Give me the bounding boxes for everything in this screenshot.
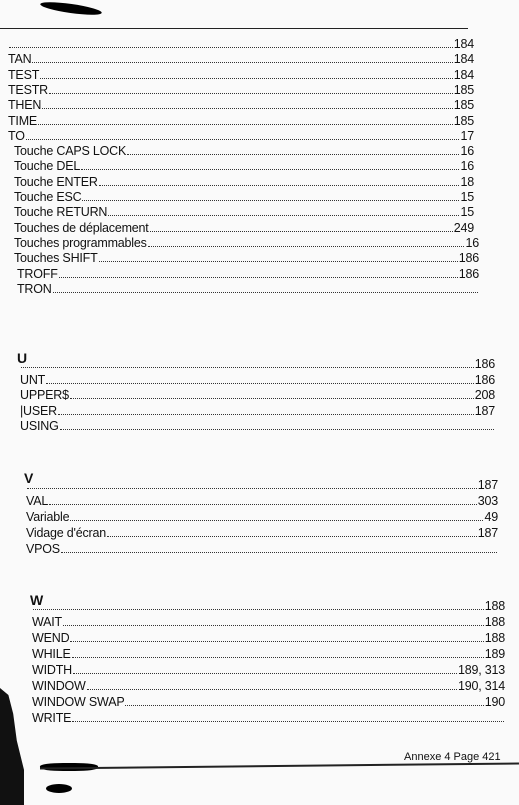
page-number: 184 [453,37,474,51]
page-number: 15 [460,190,474,204]
page-number: 16 [465,235,479,250]
index-entry [14,235,479,251]
dot-leader [46,383,474,384]
index-entry [20,372,495,388]
index-term: WHILE [32,647,71,661]
page-number: 187 [477,478,498,492]
dot-leader [33,609,484,610]
index-entry [32,694,505,710]
page-number: 184 [453,52,474,67]
section-heading: U [17,350,28,366]
index-entry [20,356,495,372]
page-number: 188 [484,631,505,645]
dot-leader [72,657,484,658]
index-term: Variable [26,510,70,524]
index-entry [17,281,479,297]
index-term: WAIT [32,615,62,629]
index-entry [26,493,498,509]
index-entry [20,387,495,403]
page-number: 189, 313 [457,663,505,677]
page-number: 187 [474,403,495,418]
index-entry [17,266,479,282]
index-entry [14,158,474,174]
index-term: TO [8,128,25,143]
index-term: TROFF [17,266,58,281]
page-number: 188 [484,615,505,629]
index-term: Touches de déplacement [14,220,149,235]
dot-leader [27,488,477,489]
dot-leader [42,108,453,109]
index-entry [32,662,505,678]
index-term: WRITE [32,711,72,725]
page-number: 17 [460,128,474,143]
page-number: 18 [460,174,474,189]
index-term: TESTR [8,82,48,97]
page-number: 208 [474,388,495,402]
index-term: Touche RETURN [14,205,108,220]
dot-leader [9,47,453,48]
index-term: TRON [17,281,52,296]
index-entry [8,97,474,113]
dot-leader [40,78,453,79]
page-number: 190 [484,695,505,709]
index-entry [8,113,474,129]
dot-leader [63,625,484,626]
index-term: THEN [8,98,42,113]
index-entry [20,418,495,434]
index-term: Touches programmables [14,235,147,250]
index-term: TEST [8,67,40,82]
dot-leader [61,552,497,553]
page-number: 185 [453,82,474,97]
page-number: 186 [474,357,495,371]
index-term: VPOS [26,542,60,556]
index-term: Touche DEL [14,159,81,174]
index-entry [32,614,505,630]
dot-leader [150,231,453,232]
index-term: Vidage d'écran [26,526,106,540]
index-term: TIME [8,113,38,128]
index-entry [26,477,498,493]
scan-edge-shadow [0,688,24,805]
index-term: |USER [20,403,57,418]
index-term: Touche ENTER [14,174,98,189]
index-entry [14,174,474,190]
dot-leader [70,398,474,399]
index-term: WINDOW [32,679,86,693]
index-term: UNT [20,372,46,387]
index-entry [14,204,474,220]
index-entry [8,128,474,144]
dot-leader [99,261,458,262]
index-entry [14,250,479,266]
top-rule [0,28,468,29]
page-number: 189 [484,647,505,661]
page-number: 249 [453,220,474,235]
page-number: 186 [458,266,479,281]
dot-leader [73,673,457,674]
page-number: 187 [477,526,498,540]
index-term: USING [20,419,59,433]
page-number: 16 [460,144,474,159]
dot-leader [72,721,504,722]
index-entry [8,51,474,67]
index-term: TAN [8,52,32,67]
index-entry [32,678,505,694]
index-entry [8,36,474,52]
index-entry [14,189,474,205]
index-term: WIDTH [32,663,72,677]
section-heading: W [30,592,44,608]
index-entry [26,541,498,557]
dot-leader [125,705,483,706]
dot-leader [60,429,494,430]
index-term: WINDOW SWAP [32,695,125,709]
index-term: Touche ESC [14,190,82,204]
page-number: 188 [484,599,505,613]
index-term: Touche CAPS LOCK [14,144,127,159]
index-entry [8,67,474,83]
page-number: 190, 314 [457,679,505,693]
index-entry [20,403,495,419]
dot-leader [108,215,459,216]
scan-blot [40,0,103,17]
dot-leader [107,536,477,537]
page-number: 186 [458,251,479,266]
page-number: 303 [477,494,498,508]
dot-leader [26,139,460,140]
scan-blot [46,784,72,793]
page-number: 184 [453,67,474,82]
page-number: 16 [460,159,474,174]
index-entry [14,143,474,159]
index-entry [32,598,505,614]
index-term: VAL [26,494,49,508]
page-footer: Annexe 4 Page 421 [404,751,501,763]
dot-leader [58,414,474,415]
dot-leader [82,200,459,201]
dot-leader [127,154,459,155]
page-number: 185 [453,113,474,128]
dot-leader [148,246,465,247]
index-term: Touches SHIFT [14,251,98,266]
dot-leader [59,277,458,278]
dot-leader [99,185,460,186]
page-number: 186 [474,372,495,387]
page-number: 49 [484,510,498,524]
section-heading: V [24,470,34,486]
index-entry [26,525,498,541]
index-term: UPPER$ [20,388,69,402]
dot-leader [87,689,457,690]
dot-leader [49,93,453,94]
dot-leader [70,520,483,521]
index-entry [32,710,505,726]
dot-leader [32,62,452,63]
dot-leader [49,504,477,505]
dot-leader [21,367,474,368]
bottom-rule [40,762,519,769]
index-entry [14,220,474,236]
dot-leader [53,292,478,293]
dot-leader [38,124,453,125]
dot-leader [70,641,483,642]
dot-leader [81,169,459,170]
index-entry [32,646,505,662]
index-term: WEND [32,631,70,645]
index-entry [8,82,474,98]
page-number: 15 [460,205,474,220]
page-number: 185 [453,98,474,113]
index-entry [32,630,505,646]
index-entry [26,509,498,525]
